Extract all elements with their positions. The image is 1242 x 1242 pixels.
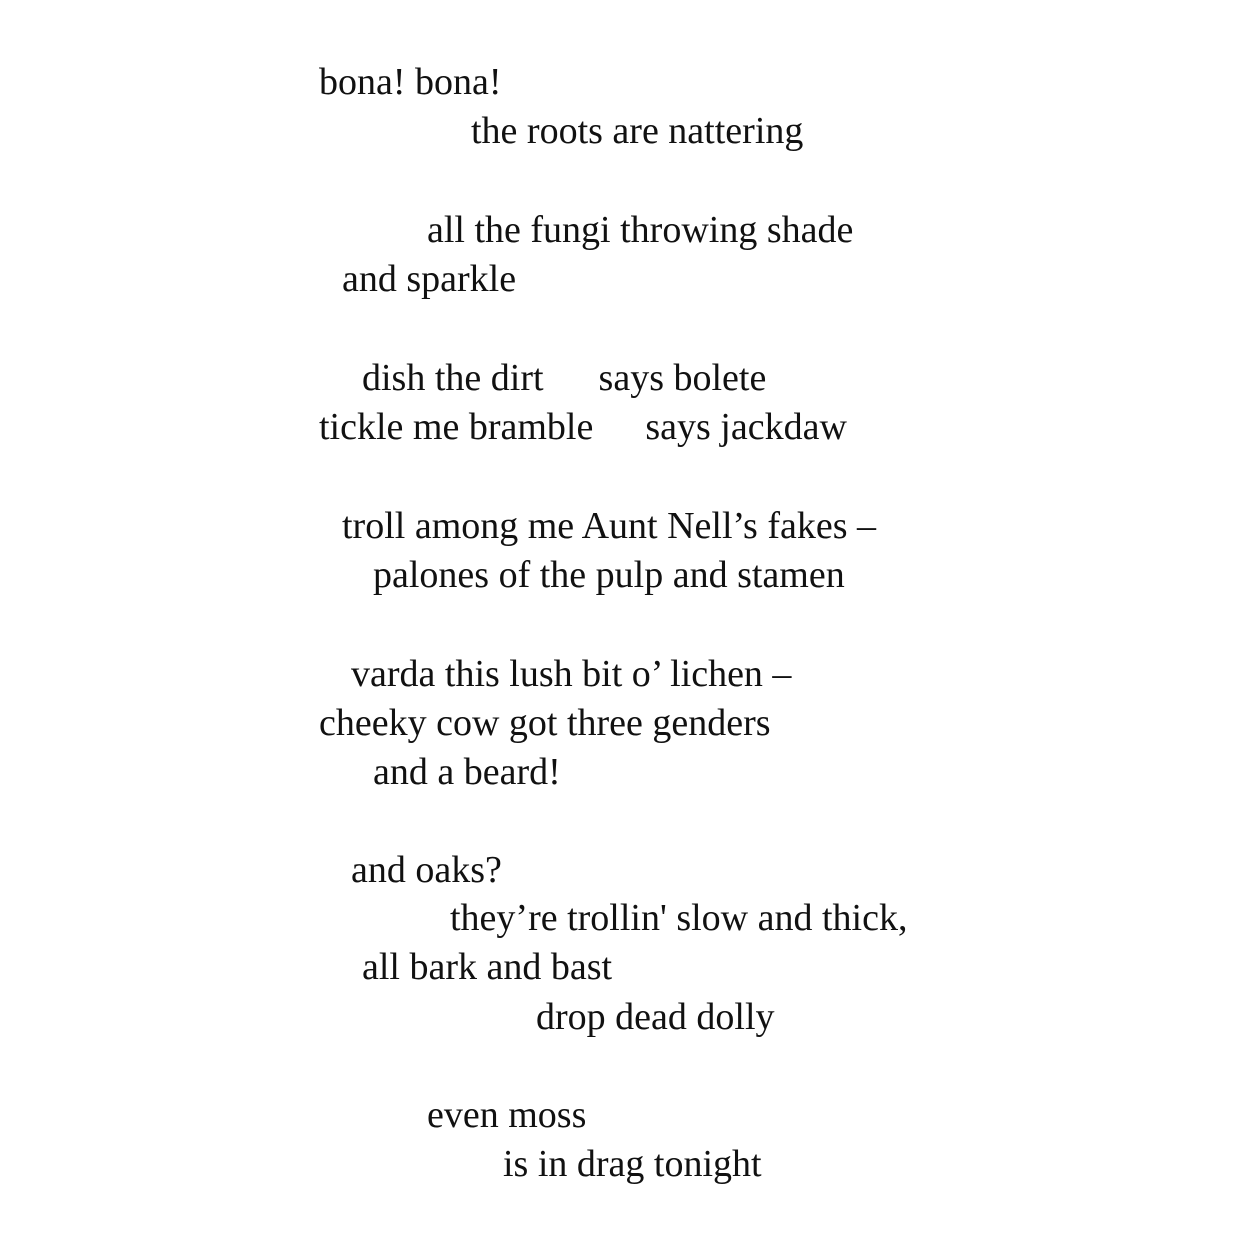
poem-line: varda this lush bit o’ lichen – — [351, 653, 792, 695]
poem-line: they’re trollin' slow and thick, — [450, 897, 908, 939]
poem-line — [362, 359, 766, 397]
poem-line: all bark and bast — [362, 946, 613, 988]
poem-line: bona! bona! — [319, 61, 502, 103]
poem-line: is in drag tonight — [503, 1143, 762, 1185]
poem-line: and a beard! — [373, 751, 561, 793]
poem-line: and oaks? — [351, 849, 502, 891]
poem-line: cheeky cow got three genders — [319, 702, 771, 744]
poem-line: palones of the pulp and stamen — [373, 554, 845, 596]
poem-phrase: says jackdaw — [645, 406, 847, 448]
poem-line: drop dead dolly — [536, 996, 775, 1038]
poem-phrase: says bolete — [598, 357, 767, 399]
poem-line: even moss — [427, 1094, 587, 1136]
poem-line: all the fungi throwing shade — [427, 209, 854, 251]
poem-line: and sparkle — [342, 258, 517, 300]
poem-phrase: tickle me bramble — [319, 406, 594, 448]
poem-line: the roots are nattering — [471, 110, 804, 152]
poem-line — [319, 408, 847, 446]
poem-line: troll among me Aunt Nell’s fakes – — [342, 505, 877, 547]
poem-phrase: dish the dirt — [362, 357, 544, 399]
